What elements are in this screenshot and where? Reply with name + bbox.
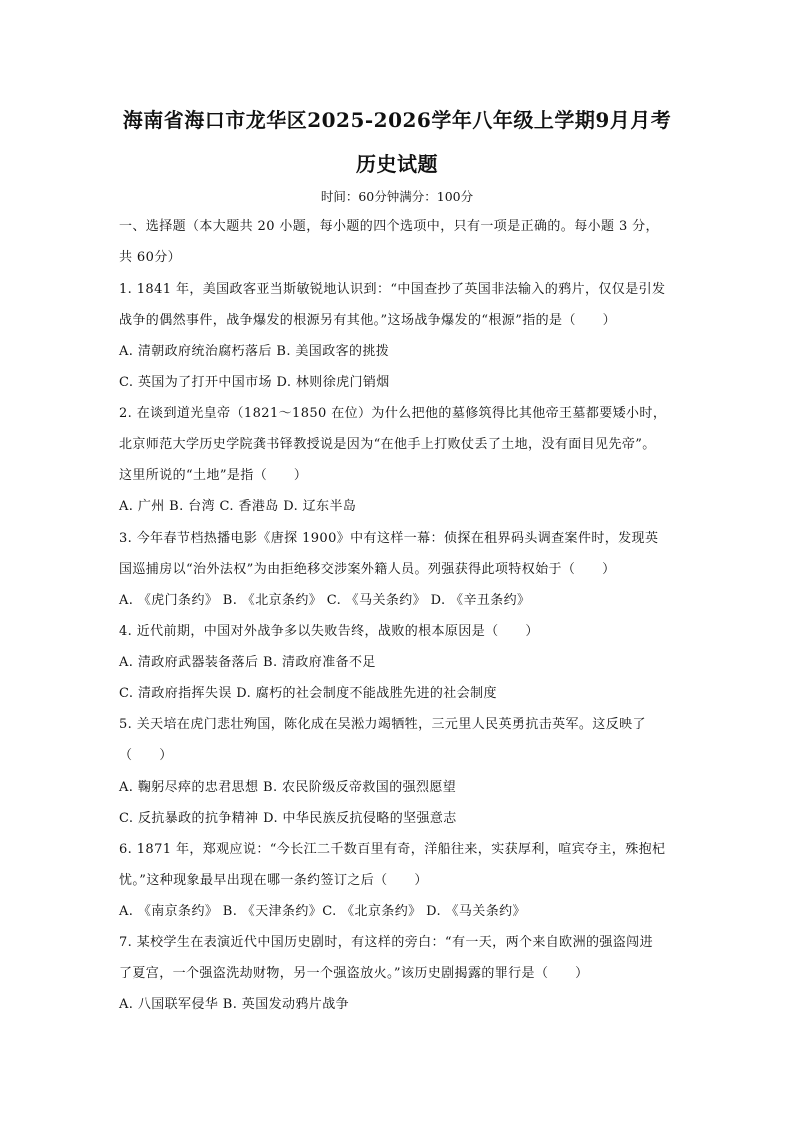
- question-6-stem: 6. 1871 年，郑观应说：“今长江二千数百里有奇，洋船往来，实获厚利，喧宾夺主，殊抱杞: [119, 842, 666, 857]
- exam-time-score: 时间：60分钟满分：100分: [320, 189, 474, 204]
- question-7-stem-cont: 了夏宫，一个强盗洗劫财物，另一个强盗放火。”该历史剧揭露的罪行是（ ）: [119, 966, 589, 981]
- question-3-stem-cont: 国巡捕房以“治外法权”为由拒绝移交涉案外籍人员。列强获得此项特权始于（ ）: [119, 562, 616, 577]
- question-6-stem-cont: 忧。”这种现象最早出现在哪一条约签订之后（ ）: [119, 873, 428, 888]
- question-5-options-cd: C. 反抗暴政的抗争精神 D. 中华民族反抗侵略的坚强意志: [119, 811, 457, 826]
- question-6-options: A. 《南京条约》 B. 《天津条约》C. 《北京条约》 D. 《马关条约》: [119, 904, 526, 919]
- question-7-options: A. 八国联军侵华 B. 英国发动鸦片战争: [119, 997, 350, 1012]
- exam-title: 海南省海口市龙华区2025-2026学年八年级上学期9月月考: [122, 108, 672, 132]
- question-2-stem-cont2: 这里所说的“土地”是指（ ）: [119, 468, 308, 483]
- question-3-stem: 3. 今年春节档热播电影《唐探 1900》中有这样一幕：侦探在租界码头调查案件时，发现英: [119, 531, 659, 546]
- question-2-stem: 2. 在谈到道光皇帝（1821～1850 在位）为什么把他的墓修筑得比其他帝王墓都要矮小时，: [119, 406, 667, 421]
- question-5-options-ab: A. 鞠躬尽瘁的忠君思想 B. 农民阶级反帝救国的强烈愿望: [119, 780, 457, 795]
- question-2-options: A. 广州 B. 台湾 C. 香港岛 D. 辽东半岛: [119, 499, 357, 514]
- question-2-stem-cont: 北京师范大学历史学院龚书铎教授说是因为“在他手上打败仗丢了土地，没有面目见先帝”。: [119, 437, 656, 452]
- question-1-stem-cont: 战争的偶然事件，战争爆发的根源另有其他。”这场战争爆发的“根源”指的是（ ）: [119, 313, 617, 328]
- question-4-options-ab: A. 清政府武器装备落后 B. 清政府准备不足: [119, 655, 376, 670]
- question-5-stem: 5. 关天培在虎门悲壮殉国，陈化成在吴淞力竭牺牲，三元里人民英勇抗击英军。这反映了: [119, 717, 646, 732]
- section-instructions: 一、选择题（本大题共 20 小题，每小题的四个选项中，只有一项是正确的。每小题 3 分，: [119, 219, 659, 234]
- question-4-stem: 4. 近代前期，中国对外战争多以失败告终，战败的根本原因是（ ）: [119, 624, 539, 639]
- question-1-options-cd: C. 英国为了打开中国市场 D. 林则徐虎门销烟: [119, 375, 390, 390]
- question-7-stem: 7. 某校学生在表演近代中国历史剧时，有这样的旁白：“有一天，两个来自欧洲的强盗闯进: [119, 935, 653, 950]
- section-instructions-cont: 共 60分）: [119, 250, 182, 265]
- question-3-options: A. 《虎门条约》 B. 《北京条约》 C. 《马关条约》 D. 《辛丑条约》: [119, 593, 531, 608]
- question-4-options-cd: C. 清政府指挥失误 D. 腐朽的社会制度不能战胜先进的社会制度: [119, 686, 497, 701]
- question-1-options-ab: A. 清朝政府统治腐朽落后 B. 美国政客的挑拨: [119, 344, 390, 359]
- question-1-stem: 1. 1841 年，美国政客亚当斯敏锐地认识到：“中国查抄了英国非法输入的鸦片，仅仅是引发: [119, 282, 666, 297]
- question-5-stem-cont: （ ）: [119, 748, 173, 763]
- exam-subject-title: 历史试题: [356, 152, 438, 176]
